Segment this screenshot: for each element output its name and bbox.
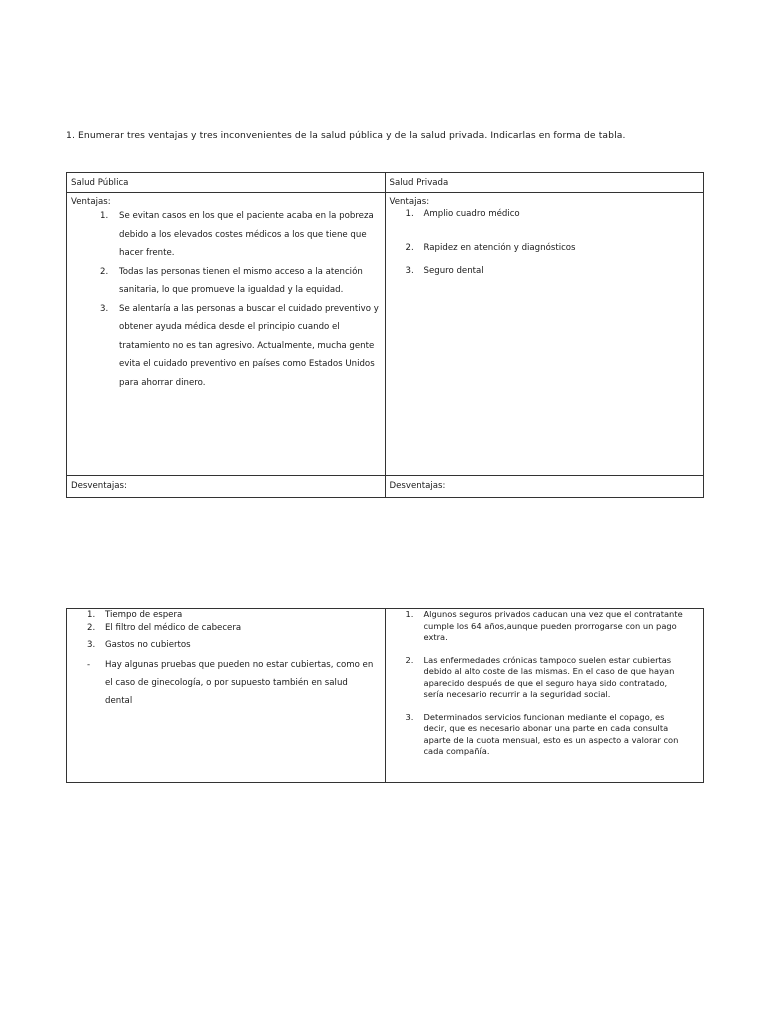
header-salud-privada: Salud Privada xyxy=(385,173,704,193)
list-item: 3. Gastos no cubiertos xyxy=(87,640,191,650)
list-item: 2. Las enfermedades crónicas tampoco suelen estar cubiertas debido al alto coste de las mismas. En el caso de que hayan aparecido después de que el seguro haya sido contratado, sería necesario recurrir a la seguridad social. xyxy=(405,654,675,699)
list-item: 2. Rapidez en atención y diagnósticos xyxy=(405,243,576,253)
list-item: 2. Todas las personas tienen el mismo acceso a la atención sanitaria, lo que promueve la igualdad y la equidad. xyxy=(100,266,363,295)
list-item: 1. Se evitan casos en los que el paciente acaba en la pobreza debido a los elevados costes médicos a los que tiene que hacer frente. xyxy=(100,211,374,258)
question-text: 1. Enumerar tres ventajas y tres inconvenientes de la salud pública y de la salud privada. Indicarlas en forma de tabla. xyxy=(66,130,626,141)
publica-desventajas-cell xyxy=(67,609,386,783)
privada-desventajas-list xyxy=(386,609,686,758)
ventajas-label: Ventajas: xyxy=(71,197,111,207)
list-item: 2. El filtro del médico de cabecera xyxy=(87,623,242,633)
privada-desventajas-label: Desventajas: xyxy=(385,476,704,498)
list-item: 3. Seguro dental xyxy=(405,266,484,276)
publica-ventajas-list xyxy=(67,207,379,392)
list-item: 1. Amplio cuadro médico xyxy=(405,209,520,219)
publica-desventajas-label: Desventajas: xyxy=(67,476,386,498)
ventajas-row xyxy=(67,193,704,476)
ventajas-label: Ventajas: xyxy=(389,197,430,207)
list-item: - Hay algunas pruebas que pueden no estar cubiertas, como en el caso de ginecología, o por supuesto también en salud dental xyxy=(87,660,374,706)
publica-desventajas-list xyxy=(67,609,385,710)
privada-desventajas-cell xyxy=(385,609,704,783)
list-item: 3. Determinados servicios funcionan mediante el copago, es decir, que es necesario abonar una parte en cada consulta aparte de la cuota mensual, esto es un aspecto a valorar con cada compañía. xyxy=(405,711,679,756)
list-item: 3. Se alentaría a las personas a buscar el cuidado preventivo y obtener ayuda médica desde el principio cuando el tratamiento no es tan agresivo. Actualmente, mucha gente evita el cuidado preventivo en países como Estados Unidos para ahorrar dinero. xyxy=(100,303,379,388)
list-item: 1. Tiempo de espera xyxy=(87,610,183,620)
list-item: 1. Algunos seguros privados caducan una vez que el contratante cumple los 64 años,aunque pueden prorrogarse con un pago extra. xyxy=(405,609,683,642)
desventajas-content-row xyxy=(67,609,704,783)
privada-ventajas-cell xyxy=(385,193,704,476)
header-salud-publica: Salud Pública xyxy=(67,173,386,193)
desventajas-row xyxy=(67,476,704,498)
comparison-table xyxy=(66,172,704,498)
table-header-row xyxy=(67,173,704,193)
publica-ventajas-cell xyxy=(67,193,386,476)
privada-ventajas-list xyxy=(386,207,704,278)
desventajas-table xyxy=(66,608,704,783)
